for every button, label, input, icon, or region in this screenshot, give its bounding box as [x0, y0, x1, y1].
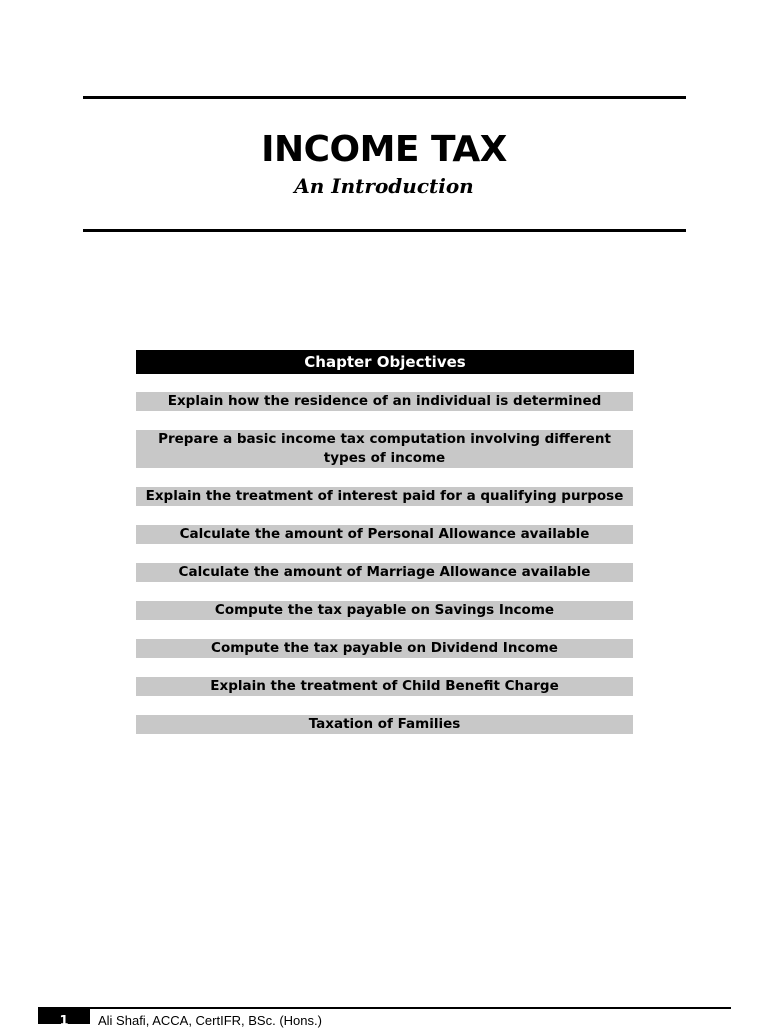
objective-item: Calculate the amount of Personal Allowance available [136, 525, 633, 544]
page-subtitle: An Introduction [294, 174, 474, 198]
objective-item: Prepare a basic income tax computation involving different types of income [136, 430, 633, 468]
objective-item: Compute the tax payable on Savings Income [136, 601, 633, 620]
objective-item: Explain the treatment of interest paid for a qualifying purpose [136, 487, 633, 506]
objective-item: Explain the treatment of Child Benefit Charge [136, 677, 633, 696]
bottom-divider [83, 229, 686, 232]
chapter-objectives [136, 350, 634, 753]
footer-divider [38, 1007, 731, 1009]
objective-item: Compute the tax payable on Dividend Income [136, 639, 633, 658]
objective-item: Calculate the amount of Marriage Allowance available [136, 563, 633, 582]
page-title: INCOME TAX [261, 129, 507, 170]
footer-author: Ali Shafi, ACCA, CertIFR, BSc. (Hons.) [98, 1013, 322, 1028]
page-number: 1 [38, 1009, 90, 1024]
objective-item: Explain how the residence of an individual is determined [136, 392, 633, 411]
objectives-heading: Chapter Objectives [136, 350, 634, 374]
objective-item: Taxation of Families [136, 715, 633, 734]
top-divider [83, 96, 686, 99]
